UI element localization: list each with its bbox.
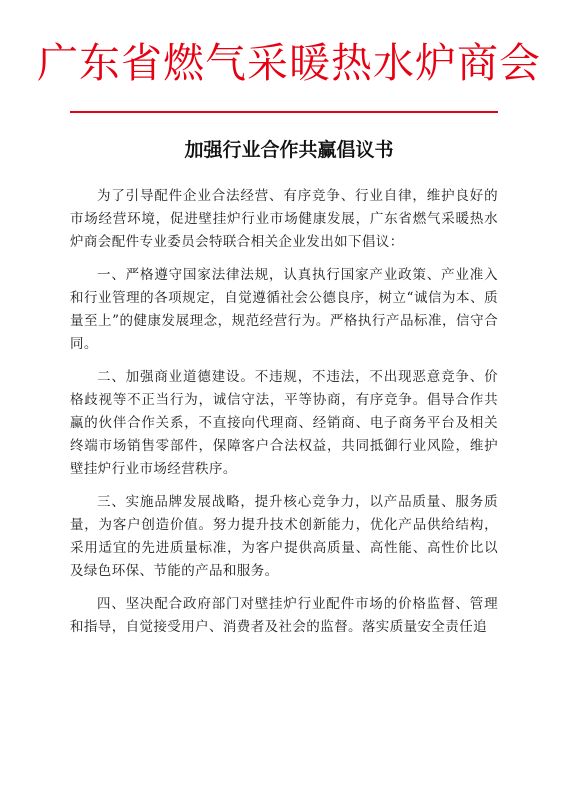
paragraph-item-3: 三、实施品牌发展战略，提升核心竞争力，以产品质量、服务质量，为客户创造价值。努力提升技术创新能力，优化产品供给结构，采用适宜的先进质量标准，为客户提供高质量、高性能、高性价比以及绿色环保、节能的产品和服务。 xyxy=(70,494,498,579)
paragraph-item-4: 四、坚决配合政府部门对壁挂炉行业配件市场的价格监督、管理和指导，自觉接受用户、消费者及社会的监督。落实质量安全责任追 xyxy=(70,596,498,635)
document-body xyxy=(70,185,498,649)
red-divider-line xyxy=(70,111,498,113)
organization-name-header: 广东省燃气采暖热水炉商会 xyxy=(37,39,541,87)
paragraph-intro: 为了引导配件企业合法经营、有序竞争、行业自律，维护良好的市场经营环境，促进壁挂炉行业市场健康发展，广东省燃气采暖热水炉商会配件专业委员会特联合相关企业发出如下倡议： xyxy=(70,188,498,250)
paragraph-item-1: 一、严格遵守国家法律法规，认真执行国家产业政策、产业准入和行业管理的各项规定，自觉遵循社会公德良序，树立“诚信为本、质量至上”的健康发展理念，规范经营行为。严格执行产品标准，信守合同。 xyxy=(70,267,498,352)
paragraph-item-2: 二、加强商业道德建设。不违规，不违法，不出现恶意竞争、价格歧视等不正当行为，诚信守法，平等协商，有序竞争。倡导合作共赢的伙伴合作关系，不直接向代理商、经销商、电子商务平台及相关终端市场销售零部件，保障客户合法权益，共同抵御行业风险，维护壁挂炉行业市场经营秩序。 xyxy=(70,369,498,477)
document-title: 加强行业合作共赢倡议书 xyxy=(184,139,394,161)
